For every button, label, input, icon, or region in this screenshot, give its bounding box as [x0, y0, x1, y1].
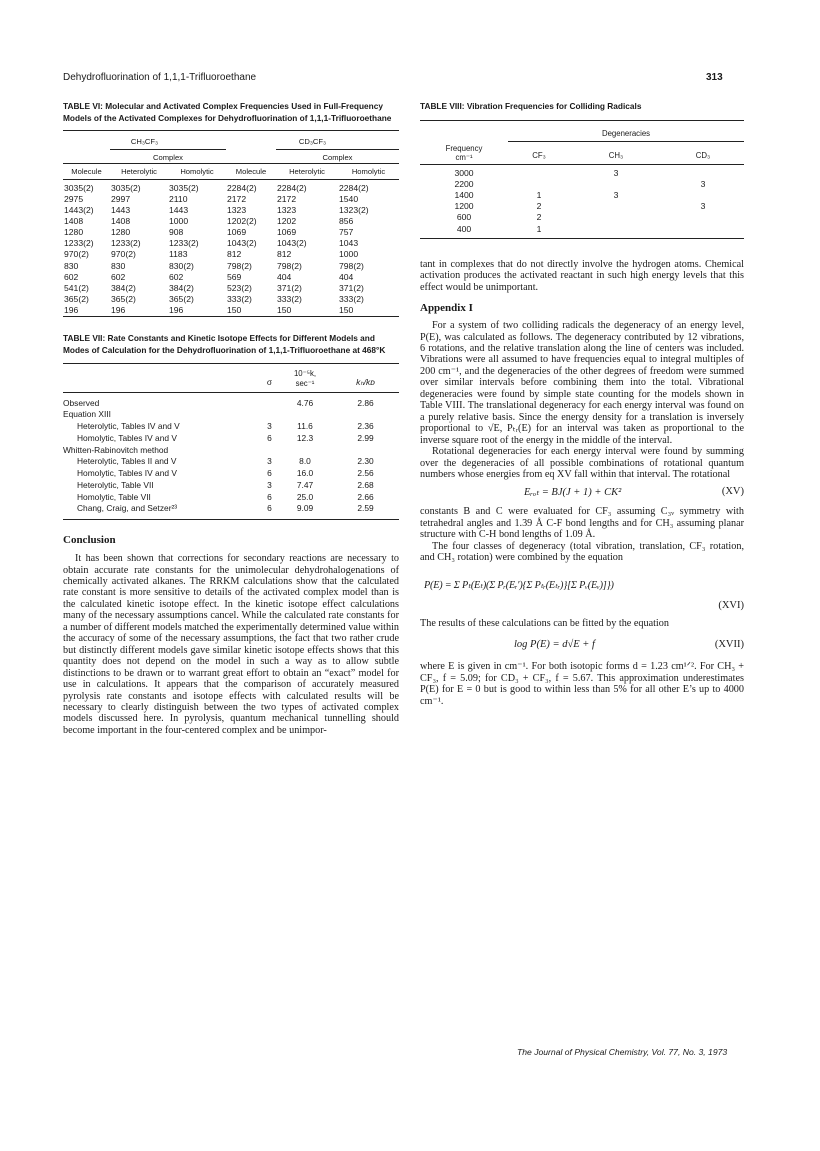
table8-row: [420, 179, 744, 190]
table7-k-cell: [278, 445, 332, 457]
table6-cell: 1000: [339, 249, 359, 260]
table6-row: [63, 227, 399, 238]
table6-cell: 1202(2): [227, 216, 257, 227]
table6-column-header: Heterolytic: [121, 166, 157, 176]
table6-cell: 2110: [169, 193, 188, 204]
table6-cell: 150: [227, 304, 242, 315]
table6-cell: 830: [64, 260, 79, 271]
table8-cell: 3: [700, 178, 706, 189]
table8-cell: 3: [613, 167, 619, 178]
table6-title: TABLE VI: Molecular and Activated Complex Frequencies Used in Full-Frequency Models of the Activated Complexes for Dehydrofluorination of 1,1,1-Trifluoroethane: [63, 101, 392, 123]
table6-cell: 1069: [277, 227, 297, 238]
table8-row: [420, 190, 744, 201]
paragraph-3: Rotational degeneracies for each energy interval were found by summing over the degeneracies of all possible combinations of rotational quantum numbers whose energies from eq XV fall within that interval. The rotational: [420, 446, 744, 480]
table6-column-header: Heterolytic: [289, 166, 325, 176]
table7-ratio-cell: 2.66: [357, 491, 374, 502]
table8-cell: 2: [536, 212, 542, 223]
table7-row-label: Whitten-Rabinovitch method: [63, 444, 169, 455]
table7-sigma-cell: 3: [267, 456, 272, 467]
table6-group1: CH₃CF₃: [130, 136, 159, 146]
table7-k-cell: 25.0: [296, 491, 314, 502]
table7-ratio-cell: 2.30: [357, 456, 374, 467]
table8-cell: 3000: [454, 167, 474, 178]
table7-row: [63, 445, 399, 457]
table7-row-label: Homolytic, Tables IV and V: [77, 468, 177, 479]
table8-column-header: CH₃: [608, 151, 624, 161]
table8-cell: [570, 179, 662, 190]
table7-sigma-cell: [261, 409, 278, 421]
table6-cell: 1323(2): [339, 205, 369, 216]
table6-cell: 3035(2): [169, 182, 199, 193]
table8-cell: 1: [536, 223, 542, 234]
table8-cell: 2: [536, 201, 542, 212]
table6-cell: 908: [169, 227, 184, 238]
table6-cell: 384(2): [111, 282, 136, 293]
table7-ratio-cell: 2.99: [357, 432, 374, 443]
table8-freq-label: Frequency: [445, 143, 483, 153]
equation-16: [420, 576, 744, 614]
table8-degeneracies-label: Degeneracies: [508, 121, 744, 142]
table6: [63, 130, 399, 317]
table7-row-label: Observed: [63, 397, 100, 408]
table6-cell: 371(2): [339, 282, 364, 293]
table8-cell: [662, 190, 744, 201]
table6-complex-label: Complex: [276, 149, 399, 163]
table8-column-header: CD₃: [695, 151, 711, 161]
table6-cell: 1443(2): [64, 205, 94, 216]
table7-row-label: Equation XIII: [63, 409, 111, 420]
table6-cell: 365(2): [64, 293, 89, 304]
table6-cell: 1323: [227, 205, 247, 216]
table7-ratio-cell: 2.36: [357, 421, 374, 432]
table7-sigma-cell: 6: [267, 503, 272, 514]
table6-cell: 1323: [277, 205, 297, 216]
table7-row: [63, 409, 399, 421]
table6-cell: 602: [169, 271, 184, 282]
equation-16-body: P(E) = Σ Pₜ(Eₜ)(Σ Pᵣ(Eᵣ′){Σ Pₜᵣ(Eₜᵣ)}[Σ Pᵥ(Eᵥ)]}): [424, 579, 614, 591]
equation-16-number: (XVI): [718, 599, 744, 611]
table8-cell: [570, 224, 662, 235]
table7-row: [63, 480, 399, 492]
table6-cell: 830(2): [169, 260, 194, 271]
table7-sigma-cell: 6: [267, 491, 272, 502]
table7-ratio-cell: [332, 445, 399, 457]
table8-cell: 1400: [454, 189, 474, 200]
paragraph-6: The results of these calculations can be fitted by the equation: [420, 617, 669, 629]
table8: [420, 120, 744, 239]
table6-cell: 1280: [111, 227, 131, 238]
table6-cell: 1183: [169, 249, 188, 260]
table6-group2: CD₃CF₃: [298, 136, 327, 146]
table6-cell: 970(2): [64, 249, 89, 260]
table8-cell: [662, 224, 744, 235]
table6-cell: 812: [277, 249, 292, 260]
table6-cell: 365(2): [111, 293, 136, 304]
table8-cell: [508, 179, 570, 190]
table7-title: TABLE VII: Rate Constants and Kinetic Isotope Effects for Different Models and Modes of Calculation for the Dehydrofluorination of 1,1,1-Trifluoroethane at 468°K: [63, 333, 386, 355]
table6-column-header: Molecule: [235, 166, 267, 176]
paragraph-7: where E is given in cm⁻¹. For both isotopic forms d = 1.23 cm¹ᐟ². For CH₃ + CF₃, f = 5.09; for CD₃ + CF₃, f = 5.67. This approximation underestimates P(E) for E = 0 but is good to within less than 5% for all other E’s up to 4000 cm⁻¹.: [420, 661, 744, 707]
table6-row: [63, 249, 399, 260]
table7-k-cell: 7.47: [296, 479, 314, 490]
table6-cell: 856: [339, 216, 354, 227]
table6-cell: 812: [227, 249, 242, 260]
table6-cell: 1408: [111, 216, 131, 227]
table7-row: [63, 492, 399, 504]
table8-row: [420, 224, 744, 235]
table7-row: [63, 421, 399, 433]
table6-cell: 1043(2): [227, 238, 257, 249]
table6-cell: 1043: [339, 238, 359, 249]
table6-cell: 1233(2): [64, 238, 94, 249]
table8-row: [420, 164, 744, 179]
table6-column-header: Homolytic: [180, 166, 214, 176]
appendix-heading: Appendix I: [420, 302, 473, 315]
table6-column-header: Molecule: [71, 166, 102, 176]
table8-column-header: CF₃: [532, 151, 546, 161]
table6-cell: 196: [111, 304, 126, 315]
table6-cell: 2284(2): [227, 182, 257, 193]
table6-cell: 404: [277, 271, 292, 282]
paragraph-2: For a system of two colliding radicals the degeneracy of an energy level, P(E), was calculated as follows. The degeneracy contributed by 12 vibrations, 6 rotations, and the relative translation along the line of centers was included. Vibrations were all assumed to have frequencies equal to integral multiples of 200 cm⁻¹, and the degeneracies of the other degrees of freedom were summed over similar intervals before combining them into the total. Vibrational degeneracies were found by simple state counting for the models shown in Table VIII. The translational degeneracy for each energy interval was found on a purely relative basis. Since the energy density for a translation is inversely proportional to √E, Pₜᵣ(E) for an interval was taken as proportional to the inverse square root of the energy in the middle of the interval.: [420, 320, 744, 446]
table6-cell: 2284(2): [277, 182, 307, 193]
table7-sigma-cell: 6: [267, 432, 272, 443]
table8-cell: [662, 212, 744, 223]
table6-cell: 196: [169, 304, 184, 315]
table8-row: [420, 212, 744, 223]
table6-row: [63, 283, 399, 294]
table6-row: [63, 216, 399, 227]
table6-cell: 3035(2): [111, 182, 141, 193]
running-title: Dehydrofluorination of 1,1,1-Trifluoroethane: [63, 72, 257, 83]
table6-cell: 333(2): [227, 293, 252, 304]
equation-15-body: Eᵣₒₜ = BJ(J + 1) + CK²: [524, 487, 622, 499]
table6-cell: 798(2): [277, 260, 302, 271]
table7-row-label: Heterolytic, Tables II and V: [77, 456, 177, 467]
table7-col-k-top: 10⁻⁵k,: [293, 368, 317, 378]
table6-cell: 371(2): [277, 282, 302, 293]
table6-cell: 365(2): [169, 293, 194, 304]
table6-row: [63, 238, 399, 249]
table7-col-k-bottom: sec⁻¹: [295, 378, 315, 388]
table6-cell: 333(2): [339, 293, 364, 304]
table6-cell: 1043(2): [277, 238, 307, 249]
table7-sigma-cell: [261, 445, 278, 457]
table6-row: [63, 261, 399, 272]
table7-sigma-cell: 6: [267, 468, 272, 479]
table6-cell: 1202: [277, 216, 297, 227]
conclusion-text: It has been shown that corrections for secondary reactions are necessary to obtain accurate rate constants for the unimolecular dehydrohalogenations of chemically activated alkanes. The RRKM calculations show that the calculated rate constant is more sensitive to details of the activated complex model than is the calculated kinetic isotope effect. In the kinetic isotope effect calculations many of the necessary assumptions cancel. While the calculated rate constants for a number of different models matched the experimentally determined value within the accuracy of some of the necessary assumptions, the fact that two rather crude but distinctly different models gave similar kinetic isotope effects shows that this quantity does not depend on the model in such a way as to allow subtle distinctions to be drawn or to warrant great effort to obtain an “exact” model for use in calculations. It appears that the comparison of accurately measured pyrolysis rate constants and isotope effects with calculated results will be necessary to clearly distinguish between the two types of activated complex models discussed here. In pyrolysis, quantum mechanical tunnelling should become important in the four-centered complex and be unimpor-: [63, 553, 399, 736]
table6-column-header: Homolytic: [351, 166, 386, 176]
table6-cell: 830: [111, 260, 126, 271]
table6-cell: 1000: [169, 216, 189, 227]
equation-17: [420, 637, 744, 657]
table7-col-sigma: σ: [266, 376, 273, 387]
table8-freq-unit: cm⁻¹: [455, 152, 473, 162]
table6-cell: 384(2): [169, 282, 194, 293]
table7-k-cell: 11.6: [297, 421, 313, 432]
table7-row: [63, 468, 399, 480]
table7-col-ratio: kₕ/kᴅ: [356, 376, 375, 387]
table6-cell: 333(2): [277, 293, 302, 304]
paragraph-5: The four classes of degeneracy (total vibration, translation, CF₃ rotation, and CH₃ rotation) were combined by the equation: [420, 540, 744, 564]
table8-title: TABLE VIII: Vibration Frequencies for Colliding Radicals: [420, 101, 642, 111]
table6-cell: 798(2): [339, 260, 364, 271]
table8-cell: 1: [536, 189, 542, 200]
conclusion-heading: Conclusion: [63, 534, 116, 547]
table7-k-cell: [278, 409, 332, 421]
table8-cell: [508, 164, 570, 179]
table6-cell: 1280: [64, 227, 84, 238]
table7-ratio-cell: 2.56: [357, 468, 374, 479]
table6-cell: 2975: [64, 193, 84, 204]
table8-cell: 400: [456, 223, 472, 234]
table7-row: [63, 503, 399, 515]
table7-k-cell: 12.3: [296, 432, 314, 443]
table7-sigma-cell: [261, 392, 278, 409]
table6-complex-label: Complex: [110, 149, 226, 163]
table6-cell: 569: [227, 271, 242, 282]
table7-row-label: Heterolytic, Tables IV and V: [77, 421, 180, 432]
table7-row: [63, 392, 399, 409]
table6-cell: 970(2): [111, 249, 136, 260]
table6-cell: 1443: [111, 205, 131, 216]
table7-row: [63, 456, 399, 468]
table6-row: [63, 272, 399, 283]
left-column: [63, 101, 399, 736]
journal-footer: The Journal of Physical Chemistry, Vol. 77, No. 3, 1973: [517, 1047, 728, 1057]
table6-row: [63, 179, 399, 194]
table6-cell: 1540: [339, 193, 359, 204]
table8-cell: [570, 212, 662, 223]
equation-17-number: (XVII): [714, 639, 744, 651]
table7: [63, 363, 399, 521]
table6-row: [63, 194, 399, 205]
table6-cell: 2284(2): [339, 182, 369, 193]
table6-cell: 1233(2): [111, 238, 141, 249]
table7-ratio-cell: 2.68: [357, 479, 374, 490]
table6-cell: 523(2): [227, 282, 252, 293]
table7-k-cell: 9.09: [296, 503, 314, 514]
paragraph-1: tant in complexes that do not directly involve the hydrogen atoms. Chemical activation produces the activated reactant in such high energy levels that this effect would be unimportant.: [420, 258, 744, 293]
table7-ratio-cell: 2.59: [357, 503, 374, 514]
table8-cell: 600: [456, 212, 472, 223]
table6-row: [63, 305, 399, 316]
table7-k-cell: 4.76: [296, 397, 314, 408]
table8-row: [420, 201, 744, 212]
table7-k-cell: 16.0: [296, 468, 314, 479]
table6-cell: 2172: [227, 193, 247, 204]
table7-sigma-cell: 3: [267, 421, 272, 432]
table8-cell: [662, 164, 744, 179]
right-column: [420, 101, 744, 707]
table7-row: [63, 433, 399, 445]
table6-cell: 150: [339, 304, 354, 315]
equation-15: [420, 484, 744, 504]
table8-cell: [570, 201, 662, 212]
table6-cell: 196: [64, 304, 79, 315]
table6-cell: 1233(2): [169, 238, 199, 249]
table7-sigma-cell: 3: [267, 479, 272, 490]
table7-row-label: Homolytic, Table VII: [77, 491, 151, 502]
table6-row: [63, 294, 399, 305]
table6-cell: 2997: [111, 193, 131, 204]
table7-ratio-cell: 2.86: [357, 397, 374, 408]
equation-15-number: (XV): [721, 486, 744, 498]
table6-cell: 541(2): [64, 282, 89, 293]
table6-cell: 1408: [64, 216, 84, 227]
table8-cell: 1200: [454, 201, 474, 212]
table6-cell: 1069: [227, 227, 247, 238]
table7-k-cell: 8.0: [299, 456, 311, 467]
table8-cell: 3: [613, 189, 619, 200]
paragraph-4: constants B and C were evaluated for CF₃ assuming C₃ᵥ symmetry with tetrahedral angles and 1.39 Å C-F bond lengths and for CH₃ assuming planar structure with C-H bond lengths of 1.09 Å.: [420, 506, 744, 541]
table6-cell: 1443: [169, 205, 189, 216]
table7-row-label: Chang, Craig, and Setzer²³: [77, 503, 178, 514]
table8-cell: 3: [700, 201, 706, 212]
table7-row-label: Homolytic, Tables IV and V: [77, 432, 177, 443]
table6-cell: 602: [111, 271, 126, 282]
table6-cell: 757: [339, 227, 354, 238]
table7-ratio-cell: [332, 409, 399, 421]
table6-cell: 404: [339, 271, 354, 282]
table6-cell: 798(2): [227, 260, 252, 271]
table6-cell: 150: [277, 304, 292, 315]
table6-cell: 2172: [277, 193, 297, 204]
table7-row-label: Heterolytic, Table VII: [77, 479, 154, 490]
table6-row: [63, 205, 399, 216]
equation-17-body: log P(E) = d√E + f: [514, 639, 595, 651]
table8-cell: 2200: [454, 178, 474, 189]
table6-cell: 3035(2): [64, 182, 94, 193]
table6-cell: 602: [64, 271, 79, 282]
page-number: 313: [706, 72, 723, 83]
